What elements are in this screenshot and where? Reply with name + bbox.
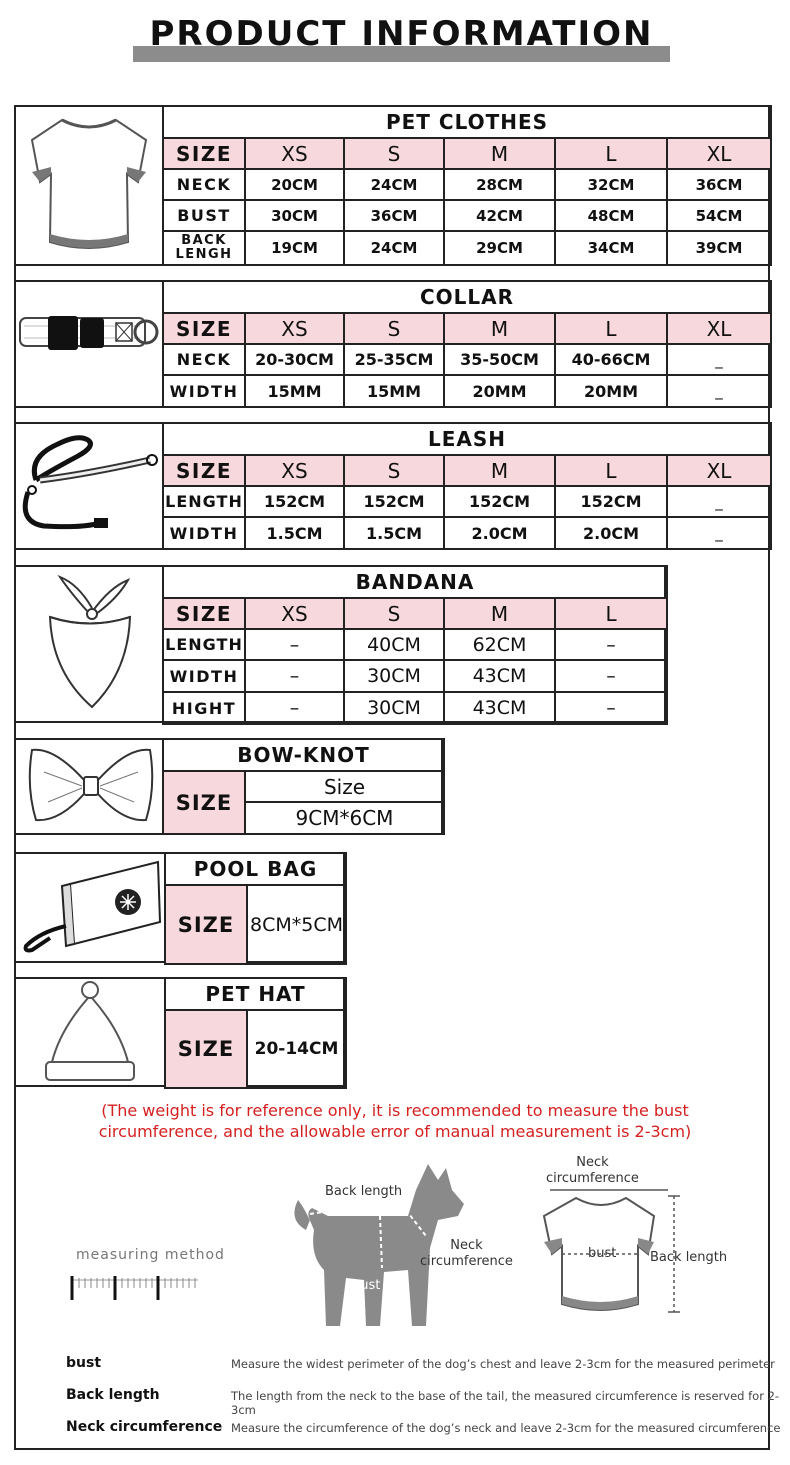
table-cell: –: [555, 660, 667, 692]
table-cell: –: [555, 692, 667, 724]
size-header: L: [555, 598, 667, 629]
bandana-table: [162, 565, 668, 725]
ruler-icon: [70, 1274, 200, 1304]
size-header: L: [555, 138, 667, 169]
row-label: NECK: [163, 169, 245, 200]
table-cell: 42CM: [444, 200, 555, 231]
row-label: WIDTH: [163, 375, 245, 407]
definition-text-neck: Measure the circumference of the dog’s neck and leave 2-3cm for the measured circumference: [231, 1421, 781, 1435]
size-header: M: [444, 455, 555, 486]
note-line-2: circumference, and the allowable error of manual measurement is 2-3cm): [98, 1122, 692, 1141]
leash-icon: [18, 432, 160, 540]
table-cell: 25-35CM: [344, 344, 444, 375]
definition-term-bust: bust: [66, 1355, 102, 1371]
table-cell: _: [667, 486, 771, 517]
definition-text-back-length: The length from the neck to the base of the tail, the measured circumference is reserved for 2-3cm: [231, 1389, 780, 1417]
table-cell: 20-14CM: [247, 1010, 346, 1088]
size-label: SIZE: [163, 598, 245, 629]
pet-clothes-icon: [22, 112, 157, 260]
definition-text-bust: Measure the widest perimeter of the dog’s chest and leave 2-3cm for the measured perimeter: [231, 1357, 775, 1371]
collar-heading: COLLAR: [163, 281, 771, 313]
pet-clothes-heading: PET CLOTHES: [163, 106, 771, 138]
table-cell: 43CM: [444, 692, 555, 724]
definition-term-back-length: Back length: [66, 1387, 160, 1403]
table-cell: 20MM: [444, 375, 555, 407]
table-cell: 1.5CM: [344, 517, 444, 549]
table-cell: –: [555, 629, 667, 660]
table-cell: 30CM: [245, 200, 344, 231]
reference-note: [0, 1100, 790, 1142]
table-cell: 15MM: [245, 375, 344, 407]
table-cell: –: [245, 692, 344, 724]
note-line-1: (The weight is for reference only, it is recommended to measure the bust: [101, 1101, 689, 1120]
pool-bag-heading: POOL BAG: [165, 853, 346, 885]
table-cell: 20-30CM: [245, 344, 344, 375]
table-cell: 36CM: [344, 200, 444, 231]
table-cell: 20CM: [245, 169, 344, 200]
size-column-header: Size: [245, 771, 444, 802]
bow-knot-icon: [24, 742, 158, 832]
dog-neck-label-line-1: Neck: [450, 1238, 483, 1253]
pet-clothes-table: [162, 105, 772, 266]
dog-back-length-label: Back length: [325, 1184, 403, 1199]
page-title: PRODUCT INFORMATION: [149, 14, 654, 54]
table-cell: 40CM: [344, 629, 444, 660]
size-header: XL: [667, 313, 771, 344]
row-label: WIDTH: [163, 517, 245, 549]
table-cell: 9CM*6CM: [245, 802, 444, 834]
table-cell: 48CM: [555, 200, 667, 231]
table-cell: –: [245, 629, 344, 660]
table-cell: –: [245, 660, 344, 692]
table-cell: 40-66CM: [555, 344, 667, 375]
table-cell: _: [667, 344, 771, 375]
leash-heading: LEASH: [163, 423, 771, 455]
size-header: S: [344, 598, 444, 629]
size-label: SIZE: [165, 1010, 247, 1088]
table-cell: _: [667, 375, 771, 407]
table-cell: 152CM: [444, 486, 555, 517]
size-header: L: [555, 455, 667, 486]
table-cell: 54CM: [667, 200, 771, 231]
bow-knot-table: [162, 738, 445, 835]
pet-hat-table: [164, 977, 347, 1089]
row-label: LENGTH: [163, 629, 245, 660]
table-cell: 152CM: [555, 486, 667, 517]
size-label: SIZE: [163, 313, 245, 344]
table-cell: 39CM: [667, 231, 771, 265]
shirt-bust-label: bust: [588, 1246, 617, 1261]
collar-table: [162, 280, 772, 408]
bandana-heading: BANDANA: [163, 566, 667, 598]
row-label: BUST: [163, 200, 245, 231]
table-cell: _: [667, 517, 771, 549]
table-cell: 152CM: [344, 486, 444, 517]
table-cell: 1.5CM: [245, 517, 344, 549]
pool-bag-table: [164, 852, 347, 965]
table-cell: 43CM: [444, 660, 555, 692]
leash-table: [162, 422, 772, 550]
size-label: SIZE: [163, 771, 245, 834]
collar-icon: [18, 298, 160, 368]
pet-hat-icon: [40, 980, 140, 1084]
size-header: M: [444, 313, 555, 344]
shirt-back-length-label: Back length: [650, 1250, 728, 1265]
size-header: S: [344, 138, 444, 169]
table-cell: 32CM: [555, 169, 667, 200]
shirt-neck-label-line-2: circumference: [546, 1171, 639, 1186]
row-label: WIDTH: [163, 660, 245, 692]
size-header: S: [344, 455, 444, 486]
table-cell: 20MM: [555, 375, 667, 407]
size-header: S: [344, 313, 444, 344]
pet-hat-heading: PET HAT: [165, 978, 346, 1010]
dog-bust-label: bust: [352, 1278, 381, 1293]
table-cell: 15MM: [344, 375, 444, 407]
size-header: L: [555, 313, 667, 344]
table-cell: 62CM: [444, 629, 555, 660]
dog-neck-label-line-2: circumference: [420, 1254, 513, 1269]
table-cell: 36CM: [667, 169, 771, 200]
table-cell: 2.0CM: [444, 517, 555, 549]
size-header: XS: [245, 138, 344, 169]
table-cell: 24CM: [344, 169, 444, 200]
table-cell: 34CM: [555, 231, 667, 265]
table-cell: 29CM: [444, 231, 555, 265]
size-header: XL: [667, 138, 771, 169]
table-cell: 152CM: [245, 486, 344, 517]
dog-neck-label: [420, 1238, 513, 1270]
measuring-method-label: measuring method: [76, 1247, 225, 1263]
row-label: NECK: [163, 344, 245, 375]
size-header: XL: [667, 455, 771, 486]
shirt-neck-label: [546, 1155, 639, 1187]
table-cell: 19CM: [245, 231, 344, 265]
row-label: LENGTH: [163, 486, 245, 517]
table-cell: 2.0CM: [555, 517, 667, 549]
size-header: M: [444, 598, 555, 629]
size-label: SIZE: [165, 885, 247, 964]
table-cell: 30CM: [344, 692, 444, 724]
bandana-icon: [30, 572, 150, 712]
table-cell: 8CM*5CM: [247, 885, 346, 964]
row-label: BACK LENGH: [163, 231, 245, 265]
size-header: XS: [245, 455, 344, 486]
size-header: XS: [245, 598, 344, 629]
pool-bag-icon: [20, 856, 162, 958]
table-cell: 24CM: [344, 231, 444, 265]
shirt-neck-label-line-1: Neck: [576, 1155, 609, 1170]
size-header: XS: [245, 313, 344, 344]
definition-term-neck: Neck circumference: [66, 1419, 223, 1435]
size-header: M: [444, 138, 555, 169]
table-cell: 35-50CM: [444, 344, 555, 375]
size-label: SIZE: [163, 138, 245, 169]
table-cell: 28CM: [444, 169, 555, 200]
table-cell: 30CM: [344, 660, 444, 692]
row-label: HIGHT: [163, 692, 245, 724]
bow-knot-heading: BOW-KNOT: [163, 739, 444, 771]
size-label: SIZE: [163, 455, 245, 486]
